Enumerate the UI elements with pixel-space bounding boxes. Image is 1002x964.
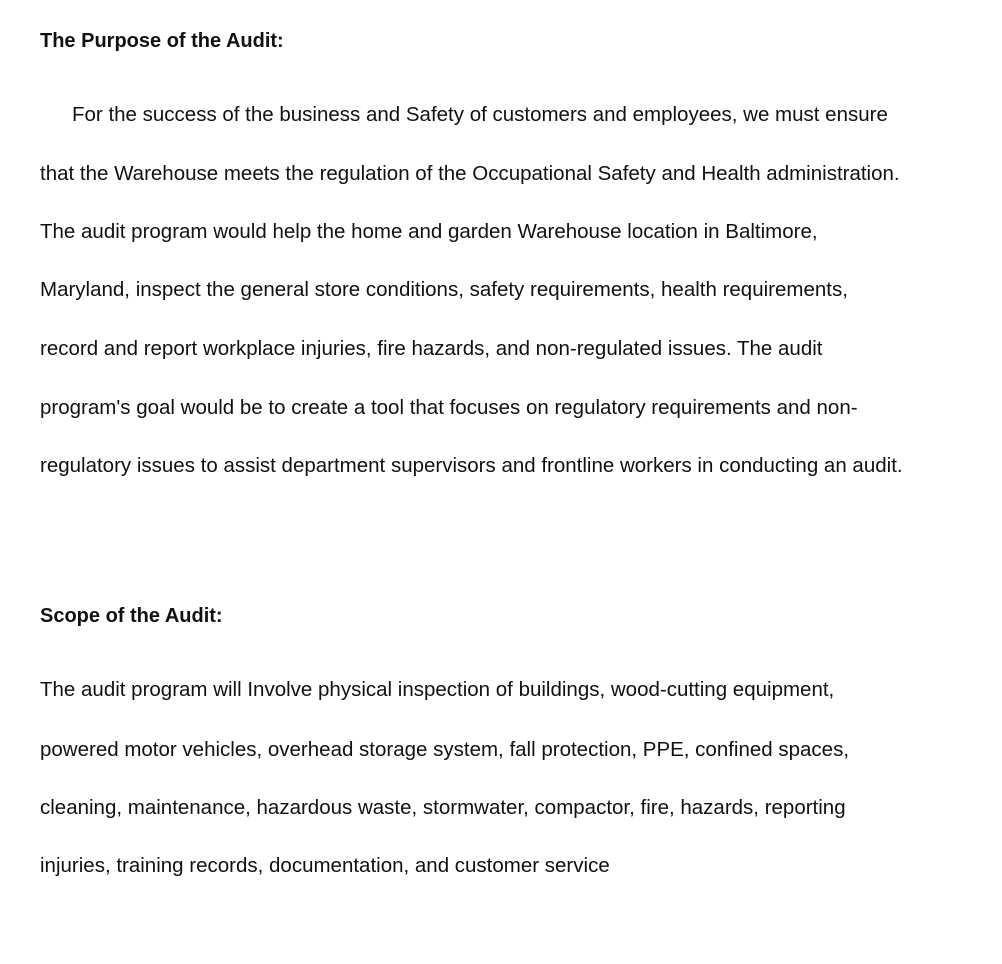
purpose-heading: The Purpose of the Audit: — [40, 30, 284, 52]
paragraph-line: program's goal would be to create a tool that focuses on regulatory requirements and non- — [40, 396, 858, 419]
paragraph-line: record and report workplace injuries, fire hazards, and non-regulated issues. The audit — [40, 337, 823, 360]
paragraph-line: Maryland, inspect the general store conditions, safety requirements, health requirements, — [40, 278, 848, 301]
paragraph-line: that the Warehouse meets the regulation of the Occupational Safety and Health administration. — [40, 162, 900, 185]
paragraph-line: injuries, training records, documentation, and customer service — [40, 854, 610, 877]
paragraph-line: The audit program will Involve physical inspection of buildings, wood-cutting equipment, — [40, 678, 835, 701]
paragraph-line: powered motor vehicles, overhead storage system, fall protection, PPE, confined spaces, — [40, 738, 850, 761]
paragraph-line: The audit program would help the home and garden Warehouse location in Baltimore, — [40, 220, 818, 243]
scope-heading: Scope of the Audit: — [40, 605, 223, 627]
paragraph-line: cleaning, maintenance, hazardous waste, stormwater, compactor, fire, hazards, reporting — [40, 796, 846, 819]
paragraph-line: For the success of the business and Safety of customers and employees, we must ensure — [72, 103, 888, 126]
paragraph-line: regulatory issues to assist department supervisors and frontline workers in conducting an audit. — [40, 454, 903, 477]
